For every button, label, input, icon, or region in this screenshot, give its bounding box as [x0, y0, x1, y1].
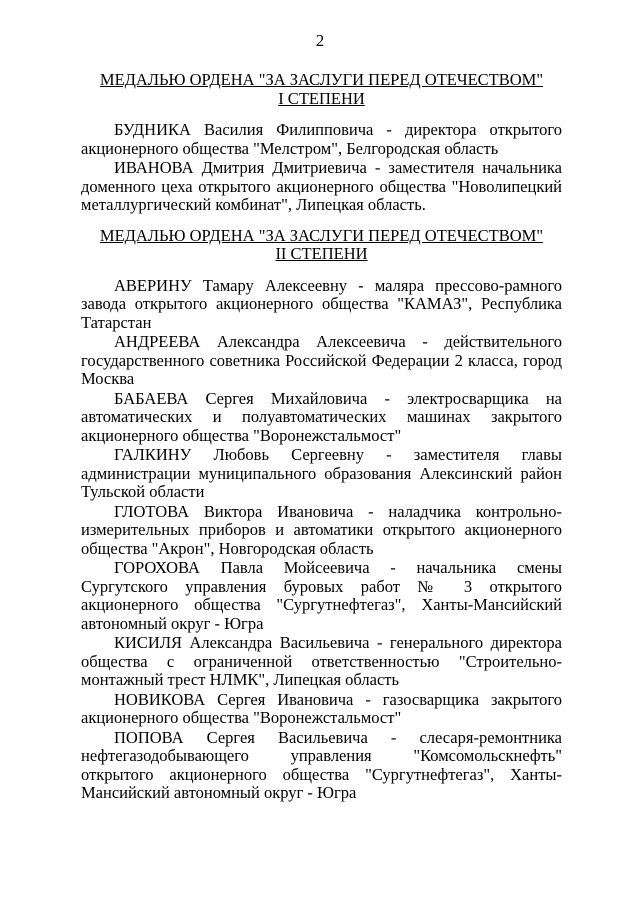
recipient-entry: НОВИКОВА Сергея Ивановича - газосварщика закрытого акционерного общества "Воронежстальмост" — [81, 689, 562, 727]
award-section-first-degree — [81, 71, 562, 215]
section-heading-line2: I СТЕПЕНИ — [278, 88, 365, 108]
section-heading-line1: МЕДАЛЬЮ ОРДЕНА "ЗА ЗАСЛУГИ ПЕРЕД ОТЕЧЕСТВОМ" — [99, 70, 544, 89]
recipient-list — [81, 121, 562, 215]
recipient-entry: ИВАНОВА Дмитрия Дмитриевича - заместителя начальника доменного цеха открытого акционерного общества "Новолипецкий металлургический комбинат", Липецкая область. — [81, 158, 562, 214]
section-heading — [81, 227, 562, 264]
recipient-entry: ПОПОВА Сергея Васильевича - слесаря-ремонтника нефтегазодобывающего управления "Комсомольскнефть" открытого акционерного общества "Сургутнефтегаз", Ханты-Мансийский автономный округ - Югра — [81, 727, 562, 802]
recipient-entry: АВЕРИНУ Тамару Алексеевну - маляра прессово-рамного завода открытого акционерного общества "КАМАЗ", Республика Татарстан — [81, 275, 562, 332]
recipient-entry: АНДРЕЕВА Александра Алексеевича - действительного государственного советника Российской Федерации 2 класса, город Москва — [81, 332, 562, 388]
document-body — [81, 71, 562, 804]
section-heading-line2: II СТЕПЕНИ — [275, 244, 368, 263]
award-section-second-degree — [81, 227, 562, 803]
recipient-entry: КИСИЛЯ Александра Васильевича - генерального директора общества с ограниченной ответственностью "Строительно-монтажный трест НЛМК", Липецкая область — [81, 633, 562, 689]
recipient-entry: БУДНИКА Василия Филипповича - директора открытого акционерного общества "Мелстром", Белгородская область — [81, 120, 562, 158]
section-heading — [81, 71, 562, 108]
recipient-entry: ГАЛКИНУ Любовь Сергеевну - заместителя главы администрации муниципального образования Алексинский район Тульской области — [81, 445, 562, 501]
recipient-entry: БАБАЕВА Сергея Михайловича - электросварщика на автоматических и полуавтоматических машинах закрытого акционерного общества "Воронежстальмост" — [81, 388, 562, 445]
page-number: 2 — [315, 31, 325, 50]
recipient-entry: ГОРОХОВА Павла Мойсеевича - начальника смены Сургутского управления буровых работ № 3 открытого акционерного общества "Сургутнефтегаз", Ханты-Мансийский автономный округ - Югра — [81, 558, 562, 633]
recipient-entry: ГЛОТОВА Виктора Ивановича - наладчика контрольно-измерительных приборов и автоматики открытого акционерного общества "Акрон", Новгородская область — [81, 501, 562, 558]
recipient-list — [81, 277, 562, 803]
section-heading-line1: МЕДАЛЬЮ ОРДЕНА "ЗА ЗАСЛУГИ ПЕРЕД ОТЕЧЕСТВОМ" — [99, 225, 544, 245]
